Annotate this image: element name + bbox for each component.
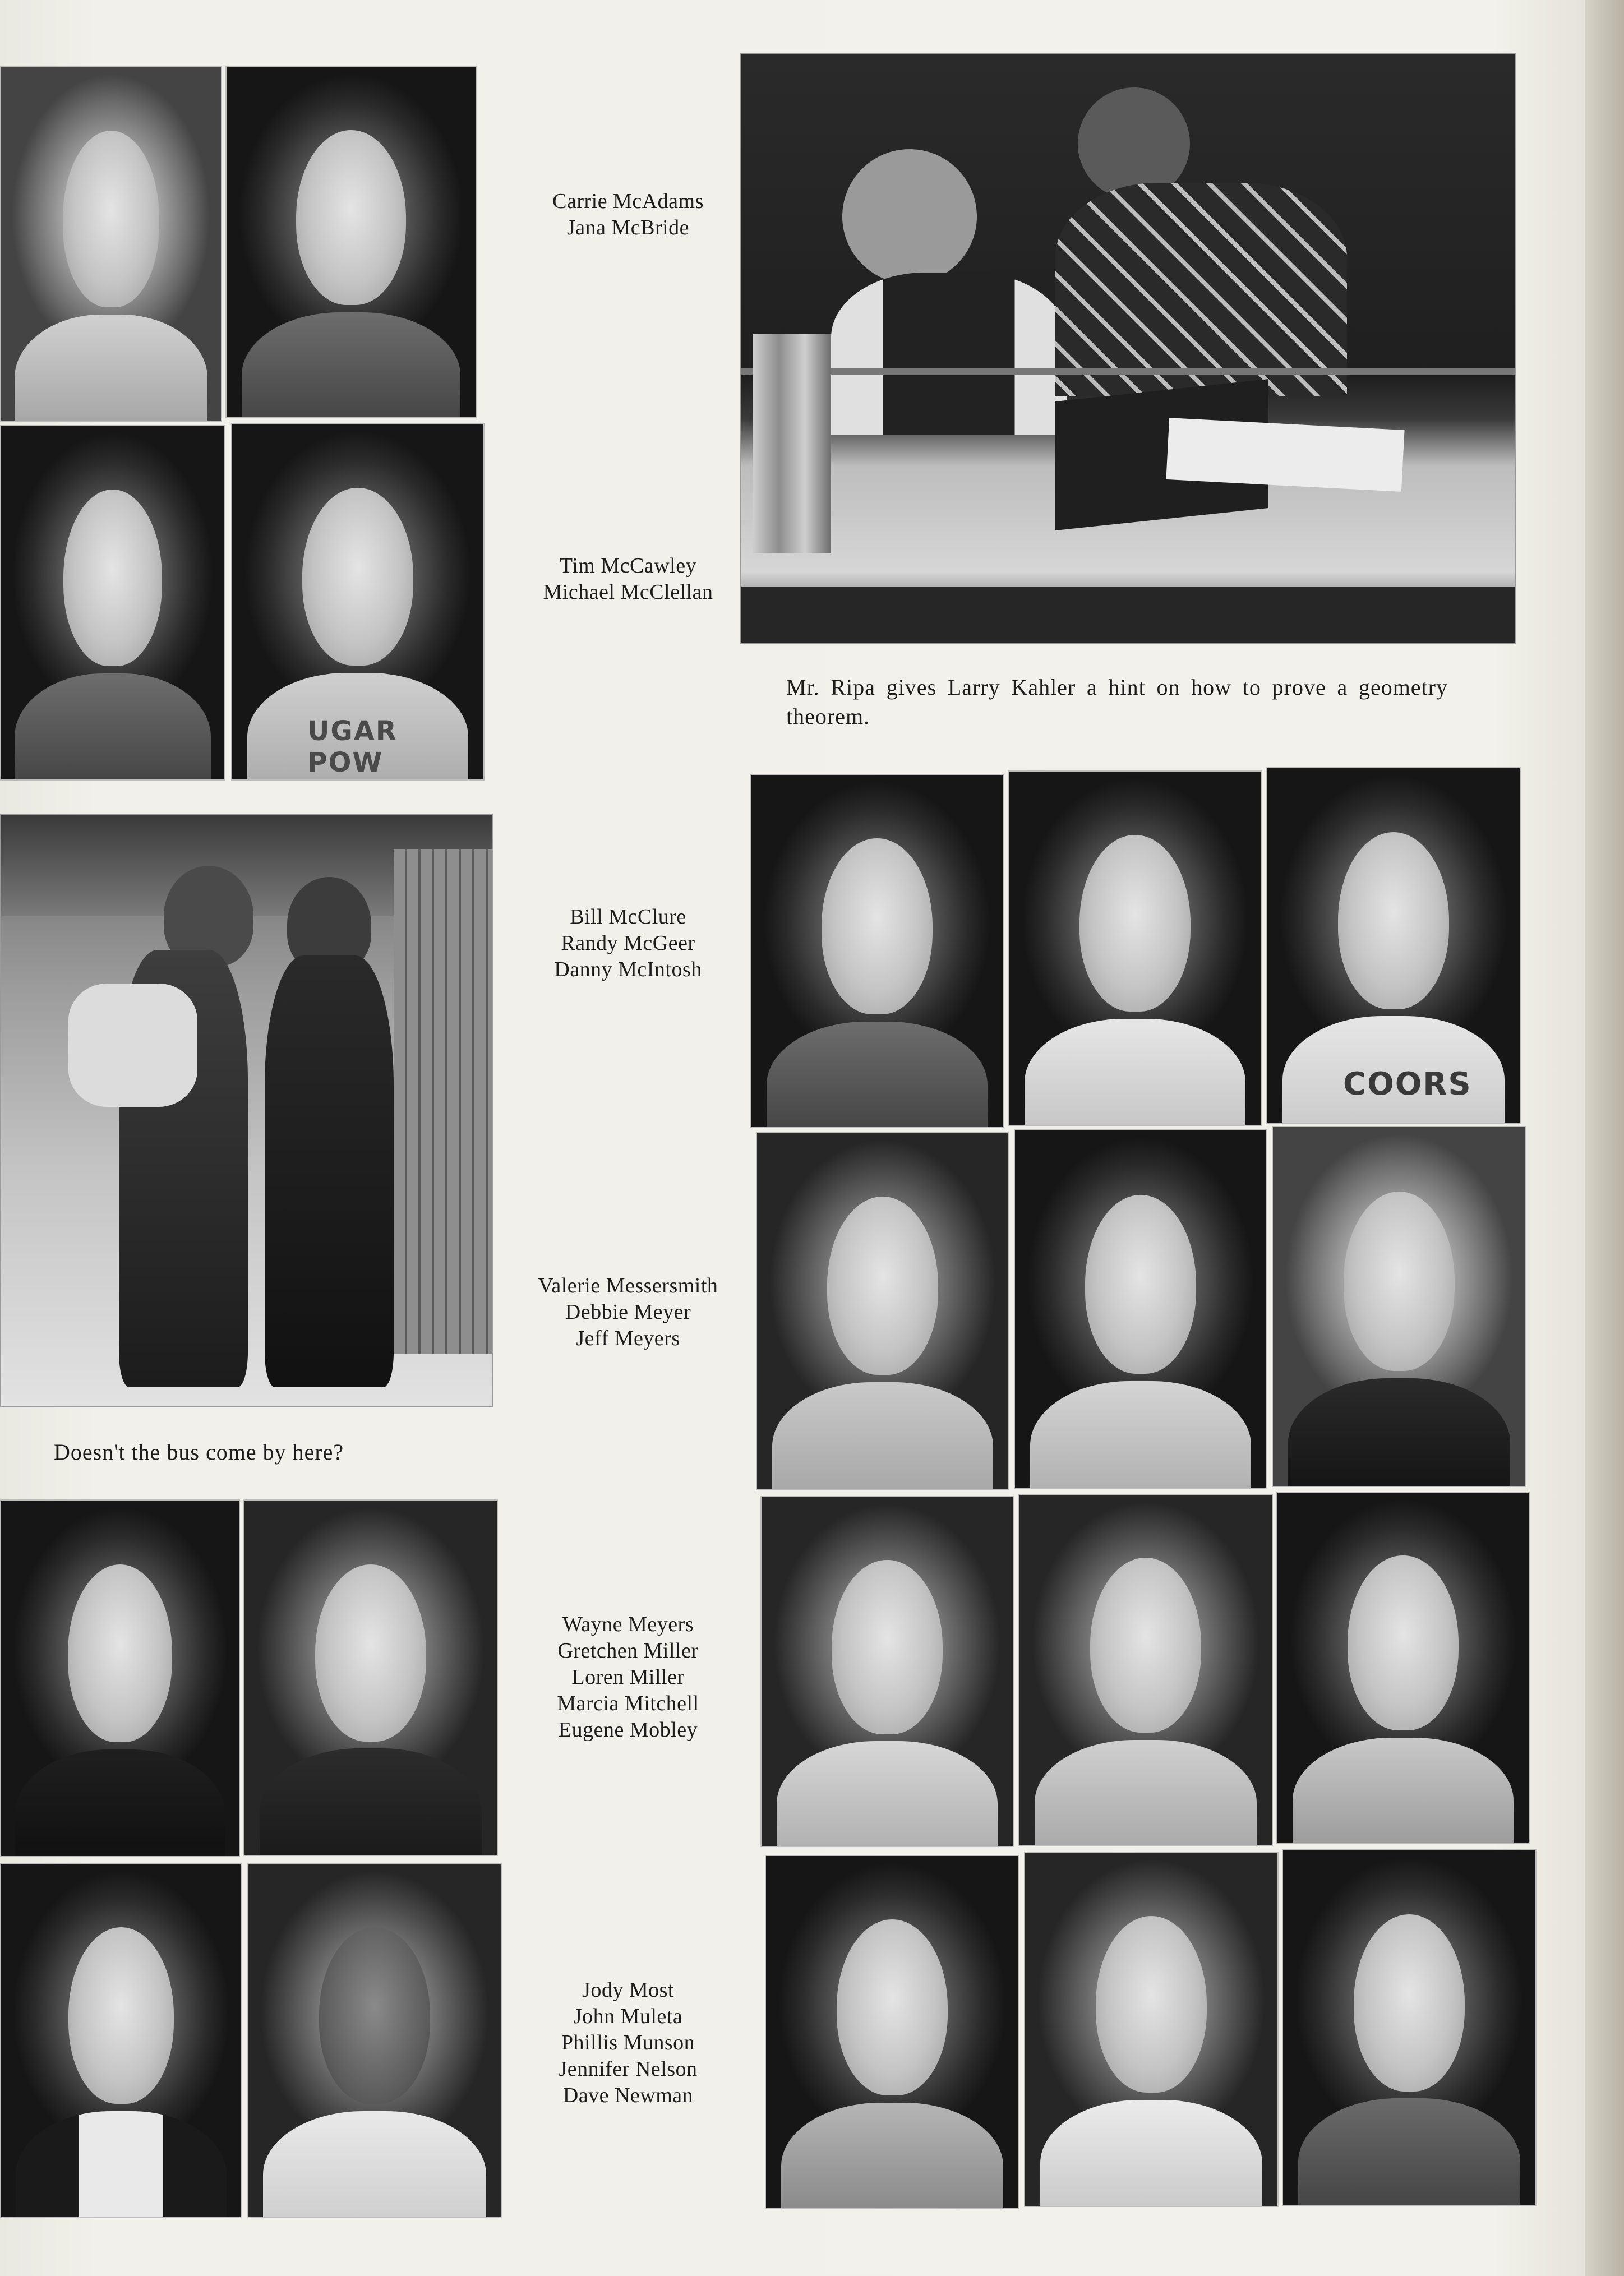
portrait-carrie-mcadams — [0, 66, 222, 422]
portrait-gretchen-miller — [1018, 1494, 1273, 1846]
portrait-jana-mcbride — [225, 66, 477, 418]
portrait-jeff-meyers — [1272, 1126, 1526, 1487]
portrait-jennifer-nelson — [1024, 1852, 1279, 2207]
portrait-danny-mcintosh — [1266, 767, 1521, 1124]
names-group-2 — [493, 553, 763, 606]
names-group-4 — [493, 1273, 763, 1352]
portrait-phillis-munson — [765, 1855, 1019, 2209]
portrait-bill-mcclure — [750, 774, 1004, 1128]
portrait-wayne-meyers — [760, 1496, 1014, 1847]
portrait-debbie-meyer — [1014, 1129, 1267, 1489]
name-line: Marcia Mitchell — [557, 1692, 699, 1715]
name-line: Debbie Meyer — [565, 1300, 691, 1324]
portrait-tim-mccawley — [0, 425, 225, 781]
portrait-randy-mcgeer — [1008, 770, 1262, 1126]
name-line: Carrie McAdams — [552, 190, 704, 213]
name-line: Loren Miller — [571, 1665, 685, 1689]
name-line: Danny McIntosh — [554, 958, 702, 981]
caption-classroom: Mr. Ripa gives Larry Kahler a hint on how to prove a geometry theorem. — [786, 675, 1448, 729]
portrait-michael-mcclellan — [231, 423, 485, 781]
name-line: Jana McBride — [566, 216, 690, 239]
portrait-dave-newman — [1282, 1849, 1537, 2206]
name-line: Gretchen Miller — [557, 1639, 699, 1663]
names-group-1 — [493, 188, 763, 241]
photo-hallway-candid — [0, 814, 493, 1407]
name-line: John Muleta — [573, 2005, 683, 2028]
name-line: Randy McGeer — [561, 931, 695, 955]
names-group-6 — [493, 1977, 763, 2109]
name-line: Eugene Mobley — [558, 1718, 698, 1742]
portrait-jody-most — [0, 1863, 242, 2218]
name-line: Michael McClellan — [543, 580, 713, 604]
portrait-valerie-messersmith — [756, 1132, 1009, 1490]
book-binding — [1585, 0, 1624, 2276]
portrait-eugene-mobley — [243, 1499, 498, 1856]
name-line: Phillis Munson — [561, 2031, 695, 2055]
name-line: Jennifer Nelson — [559, 2057, 698, 2081]
portrait-loren-miller — [1276, 1492, 1530, 1844]
photo-classroom-candid — [740, 53, 1516, 644]
name-line: Jeff Meyers — [576, 1327, 680, 1350]
names-group-3 — [493, 904, 763, 983]
name-line: Bill McClure — [570, 905, 686, 929]
name-line: Wayne Meyers — [562, 1613, 694, 1636]
name-line: Valerie Messersmith — [538, 1274, 718, 1298]
name-line: Dave Newman — [562, 2084, 694, 2107]
name-line: Tim McCawley — [559, 554, 697, 578]
shirt-print-text: UGAR POW — [307, 715, 398, 778]
portrait-john-muleta — [247, 1863, 502, 2218]
portrait-marcia-mitchell — [0, 1499, 240, 1857]
name-line: Jody Most — [582, 1978, 674, 2002]
names-group-5 — [493, 1612, 763, 1743]
shirt-print-text: COORS — [1343, 1065, 1472, 1102]
caption-hallway: Doesn't the bus come by here? — [54, 1439, 344, 1465]
